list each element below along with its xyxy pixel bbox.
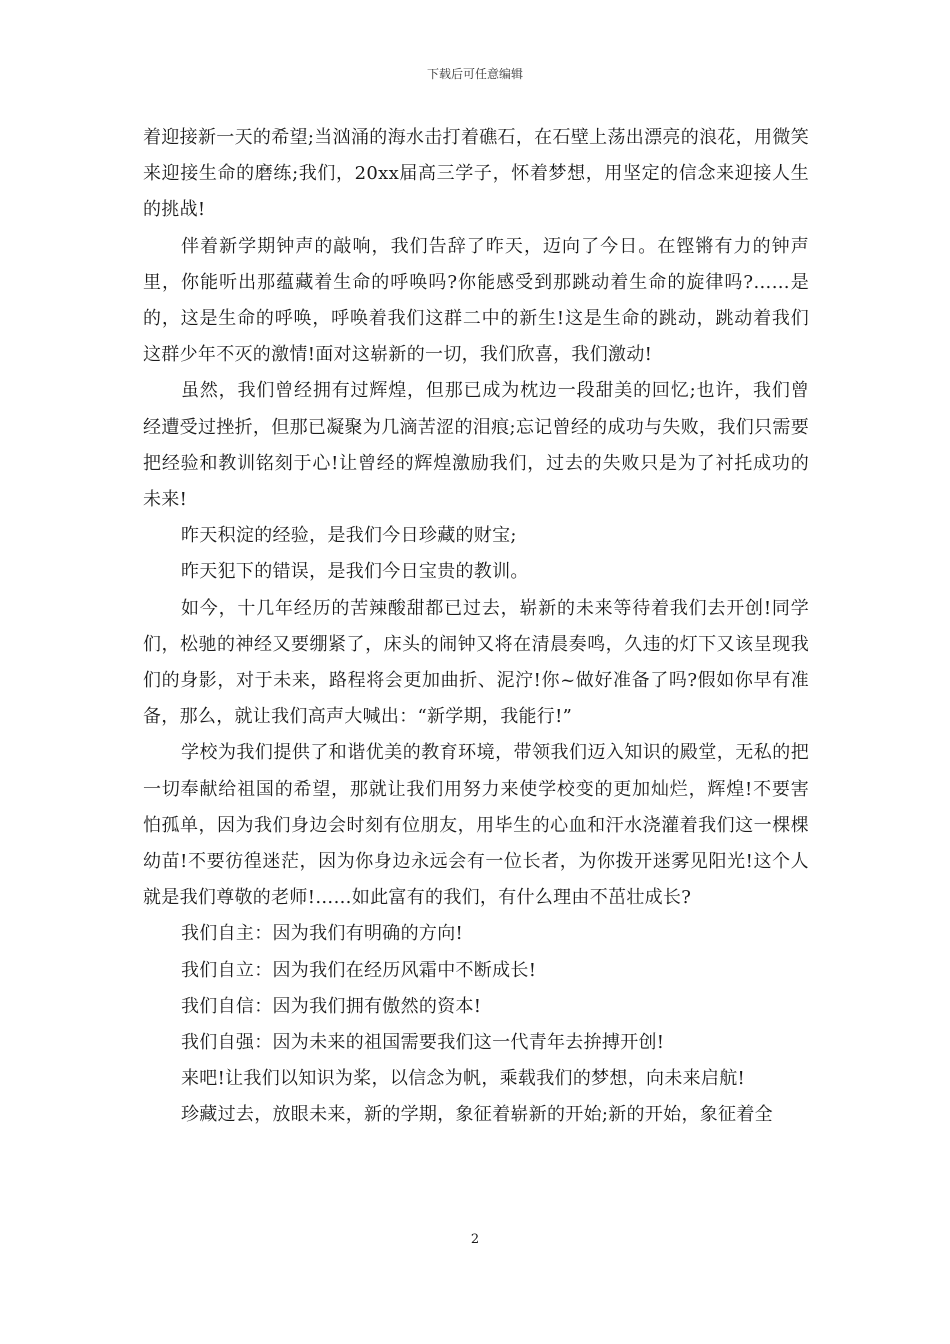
paragraph: 如今，十几年经历的苦辣酸甜都已过去，崭新的未来等待着我们去开创!同学们，松驰的神经又要绷紧了，床头的闹钟又将在清晨奏鸣，久违的灯下又该呈现我们的身影，对于未来，路程将会更加曲折、泥泞!你~做好准备了吗?假如你早有准备，那么，就让我们高声大喊出：“新学期，我能行!” [143, 597, 809, 728]
paragraph: 来吧!让我们以知识为桨，以信念为帆，乘载我们的梦想，向未来启航! [181, 1068, 746, 1090]
paragraph: 学校为我们提供了和谐优美的教育环境，带领我们迈入知识的殿堂，无私的把一切奉献给祖国的希望，那就让我们用努力来使学校变的更加灿烂，辉煌!不要害怕孤单，因为我们身边会时刻有位朋友，用毕生的心血和汗水浇灌着我们这一棵棵幼苗!不要彷徨迷茫，因为你身边永远会有一位长者，为你拨开迷雾见阳光!这个人就是我们尊敬的老师!……如此富有的我们，有什么理由不茁壮成长? [143, 742, 809, 909]
paragraph: 伴着新学期钟声的敲响，我们告辞了昨天，迈向了今日。在铿锵有力的钟声里，你能听出那蕴藏着生命的呼唤吗?你能感受到那跳动着生命的旋律吗?……是的，这是生命的呼唤，呼唤着我们这群二中的新生!这是生命的跳动，跳动着我们这群少年不灭的激情!面对这崭新的一切，我们欣喜，我们激动! [143, 235, 809, 366]
paragraph: 我们自强：因为未来的祖国需要我们这一代青年去拚搏开创! [181, 1032, 665, 1054]
paragraph: 珍藏过去，放眼未来，新的学期，象征着崭新的开始;新的开始，象征着全 [181, 1104, 773, 1126]
document-body [143, 120, 809, 1134]
paragraph: 我们自立：因为我们在经历风霜中不断成长! [181, 959, 537, 981]
paragraph: 昨天积淀的经验，是我们今日珍藏的财宝; [181, 525, 517, 547]
paragraph: 虽然，我们曾经拥有过辉煌，但那已成为枕边一段甜美的回忆;也许，我们曾经遭受过挫折，但那已凝聚为几滴苦涩的泪痕;忘记曾经的成功与失败，我们只需要把经验和教训铭刻于心!让曾经的辉煌激励我们，过去的失败只是为了衬托成功的未来! [143, 380, 809, 511]
paragraph: 我们自信：因为我们拥有傲然的资本! [181, 995, 482, 1017]
page-number: 2 [470, 1232, 480, 1247]
paragraph: 我们自主：因为我们有明确的方向! [181, 923, 464, 945]
page-header: 下载后可任意编辑 [426, 67, 523, 81]
paragraph: 着迎接新一天的希望;当汹涌的海水击打着礁石，在石壁上荡出漂亮的浪花，用微笑来迎接生命的磨练;我们，20xx届高三学子，怀着梦想，用坚定的信念来迎接人生的挑战! [143, 127, 809, 221]
paragraph: 昨天犯下的错误，是我们今日宝贵的教训。 [181, 561, 529, 583]
